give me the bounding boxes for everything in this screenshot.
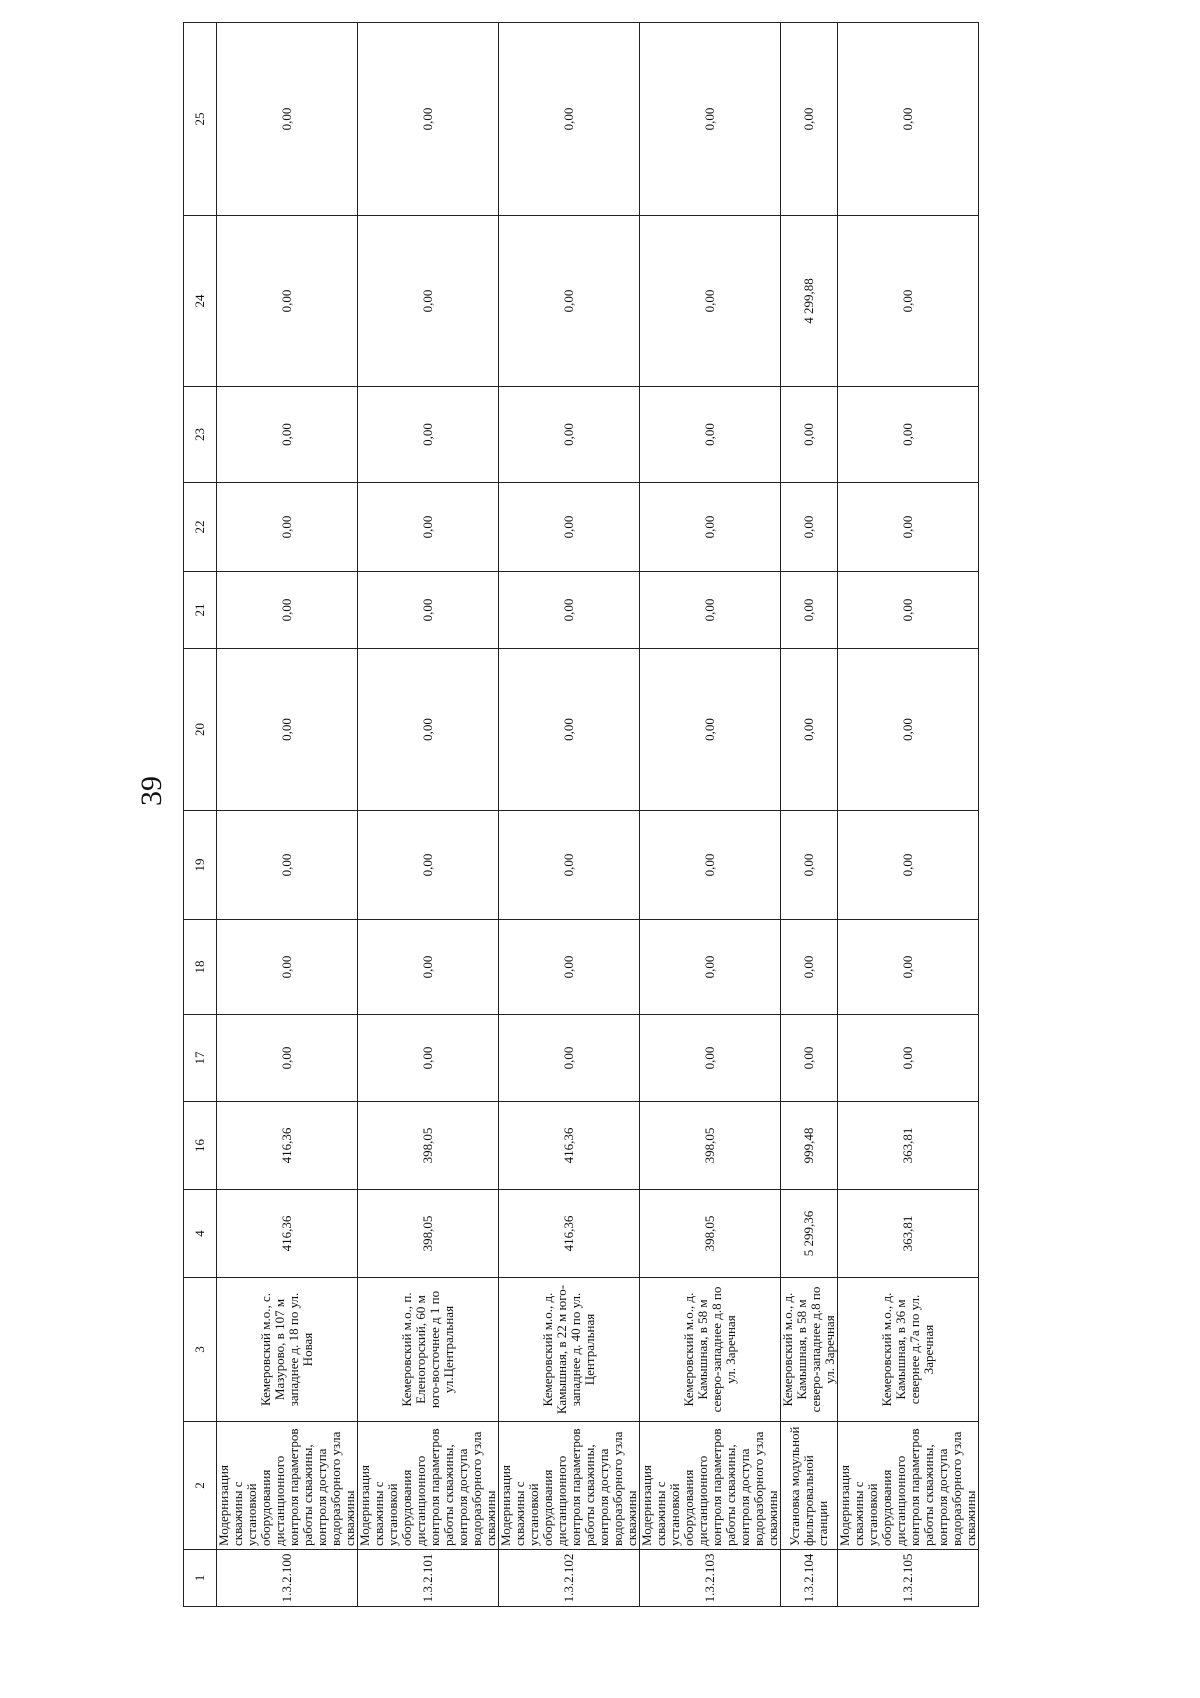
row-value-cell: 0,00 [499,483,640,572]
row-value-cell: 0,00 [640,387,781,483]
column-header: 22 [184,483,217,572]
row-value-cell: 0,00 [358,811,499,920]
row-location-cell: Кемеровский м.о., с. Мазурово, в 107 м западнее д. 18 по ул. Новая [217,1278,358,1422]
header-row [184,23,217,1607]
row-value-cell: 0,00 [838,1015,979,1102]
table-row [781,23,838,1607]
row-value-cell: 398,05 [358,1102,499,1190]
row-value-cell: 0,00 [838,811,979,920]
row-value-cell: 0,00 [640,811,781,920]
row-value-cell: 0,00 [499,811,640,920]
row-value-cell: 0,00 [640,1015,781,1102]
row-value-cell: 416,36 [217,1102,358,1190]
row-value-cell: 0,00 [217,483,358,572]
row-value-cell: 0,00 [640,483,781,572]
column-header: 18 [184,920,217,1015]
row-value-cell: 0,00 [358,483,499,572]
table-body [217,23,979,1607]
row-value-cell: 999,48 [781,1102,838,1190]
row-code-cell: 1.3.2.100 [217,1550,358,1607]
row-value-cell: 0,00 [838,216,979,387]
row-value-cell: 0,00 [217,811,358,920]
row-name-cell: Модернизация скважины с установкой оборудования дистанционного контроля параметров работы скважины, контроля доступа водоразборного узла скважины [217,1422,358,1550]
row-value-cell: 0,00 [499,572,640,649]
row-name-cell: Установка модульной фильтровальной станции [781,1422,838,1550]
row-value-cell: 0,00 [838,23,979,216]
row-value-cell: 0,00 [358,387,499,483]
column-header: 24 [184,216,217,387]
row-location-cell: Кемеровский м.о., д. Камышная, в 22 м юго-западнее д. 40 по ул. Центральная [499,1278,640,1422]
row-name-cell: Модернизация скважины с установкой оборудования дистанционного контроля параметров работы скважины, контроля доступа водоразборного узла скважины [838,1422,979,1550]
column-header: 20 [184,649,217,811]
row-code-cell: 1.3.2.102 [499,1550,640,1607]
row-location-cell: Кемеровский м.о., д. Камышная, в 58 м северо-западнее д.8 по ул. Заречная [640,1278,781,1422]
table-row [640,23,781,1607]
row-value-cell: 0,00 [217,572,358,649]
row-value-cell: 0,00 [499,23,640,216]
row-value-cell: 0,00 [499,920,640,1015]
row-value-cell: 0,00 [640,572,781,649]
table-row [358,23,499,1607]
row-value-cell: 0,00 [838,920,979,1015]
row-value-cell: 363,81 [838,1190,979,1278]
row-value-cell: 0,00 [358,216,499,387]
column-header: 16 [184,1102,217,1190]
column-header: 1 [184,1550,217,1607]
column-header: 2 [184,1422,217,1550]
column-header: 19 [184,811,217,920]
row-location-cell: Кемеровский м.о., п. Еленогорский, 60 м юго-восточнее д 1 по ул.Центральная [358,1278,499,1422]
row-name-cell: Модернизация скважины с установкой оборудования дистанционного контроля параметров работы скважины, контроля доступа водоразборного узла скважины [640,1422,781,1550]
row-value-cell: 0,00 [499,649,640,811]
row-value-cell: 0,00 [781,1015,838,1102]
column-header: 4 [184,1190,217,1278]
row-value-cell: 0,00 [781,483,838,572]
row-value-cell: 0,00 [781,572,838,649]
row-value-cell: 416,36 [499,1190,640,1278]
row-value-cell: 0,00 [358,1015,499,1102]
row-value-cell: 0,00 [358,649,499,811]
row-value-cell: 0,00 [217,387,358,483]
row-value-cell: 5 299,36 [781,1190,838,1278]
row-code-cell: 1.3.2.101 [358,1550,499,1607]
row-value-cell: 0,00 [217,649,358,811]
row-value-cell: 0,00 [217,920,358,1015]
row-code-cell: 1.3.2.104 [781,1550,838,1607]
row-value-cell: 0,00 [640,216,781,387]
row-value-cell: 0,00 [838,387,979,483]
table-row [217,23,358,1607]
row-value-cell: 0,00 [838,483,979,572]
row-value-cell: 0,00 [499,216,640,387]
investment-table-wrapper [183,23,978,1607]
table-row [838,23,979,1607]
row-value-cell: 0,00 [838,649,979,811]
row-name-cell: Модернизация скважины с установкой оборудования дистанционного контроля параметров работы скважины, контроля доступа водоразборного узла скважины [499,1422,640,1550]
column-header: 25 [184,23,217,216]
row-value-cell: 0,00 [358,572,499,649]
column-header: 3 [184,1278,217,1422]
page-number: 39 [135,776,168,806]
row-value-cell: 0,00 [781,811,838,920]
row-value-cell: 416,36 [499,1102,640,1190]
row-value-cell: 0,00 [499,387,640,483]
column-header: 17 [184,1015,217,1102]
investment-table [183,22,979,1607]
table-row [499,23,640,1607]
row-value-cell: 0,00 [781,920,838,1015]
row-location-cell: Кемеровский м.о., д. Камышная, в 58 м северо-западнее д.8 по ул. Заречная [781,1278,838,1422]
row-value-cell: 0,00 [358,920,499,1015]
row-value-cell: 0,00 [781,387,838,483]
row-value-cell: 0,00 [358,23,499,216]
row-value-cell: 0,00 [217,23,358,216]
row-code-cell: 1.3.2.105 [838,1550,979,1607]
row-value-cell: 0,00 [781,649,838,811]
row-value-cell: 0,00 [640,649,781,811]
row-value-cell: 398,05 [640,1190,781,1278]
row-value-cell: 416,36 [217,1190,358,1278]
row-value-cell: 0,00 [640,23,781,216]
row-name-cell: Модернизация скважины с установкой оборудования дистанционного контроля параметров работы скважины, контроля доступа водоразборного узла скважины [358,1422,499,1550]
row-value-cell: 0,00 [640,920,781,1015]
row-value-cell: 398,05 [358,1190,499,1278]
row-value-cell: 0,00 [781,23,838,216]
column-header: 23 [184,387,217,483]
row-value-cell: 4 299,88 [781,216,838,387]
row-value-cell: 398,05 [640,1102,781,1190]
column-header: 21 [184,572,217,649]
row-value-cell: 363,81 [838,1102,979,1190]
row-value-cell: 0,00 [217,1015,358,1102]
row-code-cell: 1.3.2.103 [640,1550,781,1607]
row-value-cell: 0,00 [499,1015,640,1102]
row-value-cell: 0,00 [838,572,979,649]
row-location-cell: Кемеровский м.о., д. Камышная, в 36 м севернее д.7а по ул. Заречная [838,1278,979,1422]
row-value-cell: 0,00 [217,216,358,387]
